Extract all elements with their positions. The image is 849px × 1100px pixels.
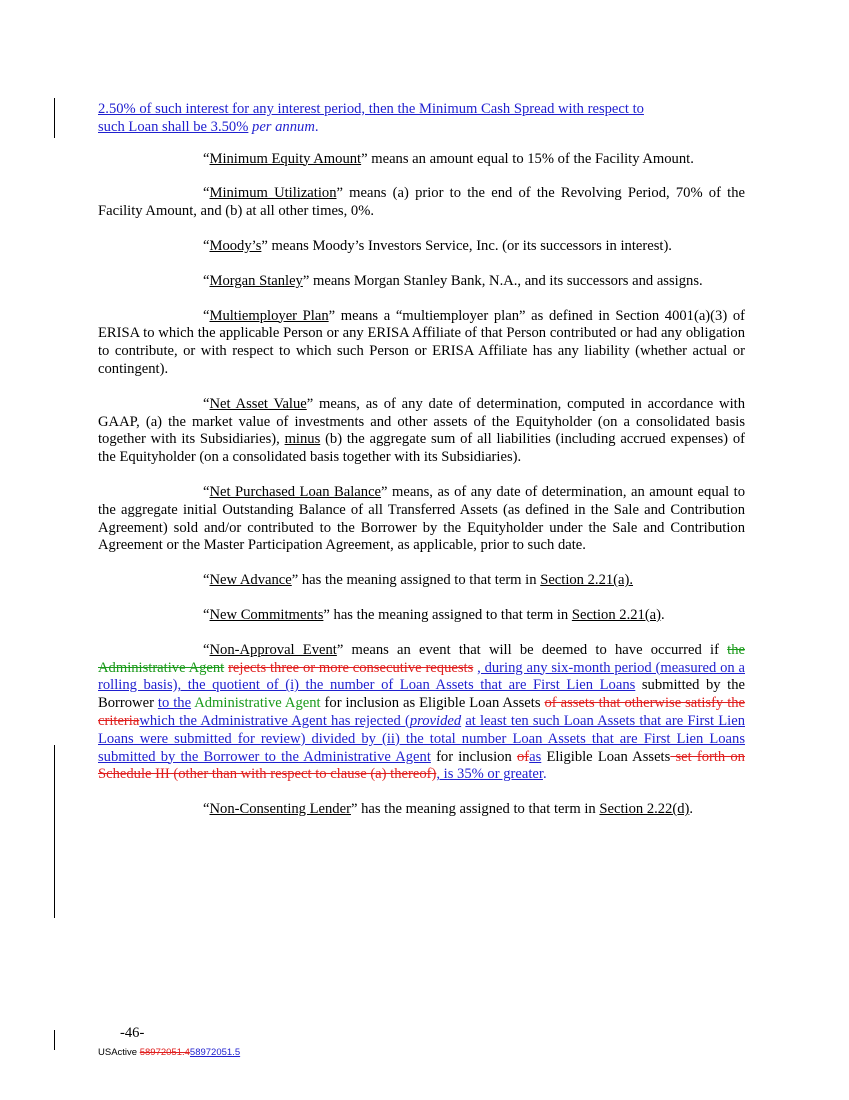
deleted-text: set forth on Schedule III (other than with respect to clause (a) thereof) — [98, 748, 745, 783]
definition-new-advance: “New Advance” has the meaning assigned to that term in Section 2.21(a). — [203, 572, 634, 589]
change-bar — [54, 745, 55, 918]
definition-morgan-stanley: “Morgan Stanley” means Morgan Stanley Bank, N.A., and its successors and assigns. — [203, 272, 703, 289]
inserted-text: as — [529, 748, 542, 765]
deleted-text: of assets that otherwise satisfy the criteria — [98, 695, 746, 729]
inserted-text: at least ten such Loan Assets that are First Lien Loans were submitted for review) divided by (ii) the total number Loan Assets that are First Lien Loans submitted by the Borrower to the Administrative Agent — [98, 712, 745, 765]
new-document-id: 58972051.5 — [189, 1047, 241, 1058]
definition-moodys: “Moody’s” means Moody’s Investors Service, Inc. (or its successors in interest). — [203, 237, 672, 254]
definition-non-approval-event: “Non-Approval Event” means an event that will be deemed to have occurred if the Administrative Agent rejects three or more consecutive requests , during any six-month period (measured on a rolling basis), the quotient of (i) the number of Loan Assets that are First Lien Loans submitted by the Borrower to the Administrative Agent for inclusion as Eligible Loan Assets of assets that otherwise satisfy the criteriawhich the Administrative Agent has rejected (provided at least ten such Loan Assets that are First Lien Loans were submitted for review) divided by (ii) the total number Loan Assets that are First Lien Loans submitted by the Borrower to the Administrative Agent for inclusion ofas Eligible Loan Assets set forth on Schedule III (other than with respect to clause (a) thereof), is 35% or greater. — [98, 641, 746, 783]
inserted-text: to the — [157, 695, 192, 712]
section-reference: Section 2.21(a). — [540, 572, 634, 589]
change-bar — [54, 1030, 55, 1050]
inserted-text: , is 35% or greater — [436, 766, 543, 783]
deleted-text: of — [516, 748, 530, 765]
change-bar — [54, 98, 55, 138]
old-document-id: 58972051.4 — [139, 1047, 190, 1058]
definition-multiemployer-plan: “Multiemployer Plan” means a “multiemployer plan” as defined in Section 4001(a)(3) of ERISA to which the applicable Person or any ERISA Affiliate of that Person contributed or had any obligation to contribute, or with respect to which such Person or ERISA Affiliate has any liability (whether actual or contingent). — [98, 307, 745, 377]
moved-text: Administrative Agent — [194, 695, 321, 712]
definition-new-commitments: “New Commitments” has the meaning assigned to that term in Section 2.21(a). — [203, 606, 665, 623]
definition-net-asset-value: “Net Asset Value” means, as of any date of determination, computed in accordance with GAAP, (a) the market value of investments and other assets of the Equityholder (on a consolidated basis together with its Subsidiaries), minus (b) the aggregate sum of all liabilities (including accrued expenses) of the Equityholder (on a consolidated basis together with its Subsidiaries). — [98, 395, 745, 466]
definition-net-purchased-loan-balance: “Net Purchased Loan Balance” means, as of any date of determination, an amount equal to the aggregate initial Outstanding Balance of all Transferred Assets (as defined in the Sale and Contribution Agreement) sold and/or contributed to the Borrower by the Equityholder under the Sale and Contribution Agreement or the Master Participation Agreement, as applicable, prior to such date. — [98, 483, 746, 554]
definition-minimum-equity-amount: “Minimum Equity Amount” means an amount equal to 15% of the Facility Amount. — [203, 150, 694, 167]
inserted-text: , during any six-month period (measured on a rolling basis), the quotient of (i) the number of Loan Assets that are First Lien Loans — [98, 659, 745, 694]
deleted-text: rejects three or more consecutive requests — [228, 659, 474, 676]
section-reference: Section 2.22(d) — [599, 801, 690, 818]
paragraph-continuation: 2.50% of such interest for any interest period, then the Minimum Cash Spread with respect to such Loan shall be 3.50% per annum. — [98, 101, 644, 135]
definition-minimum-utilization: “Minimum Utilization” means (a) prior to the end of the Revolving Period, 70% of the Facility Amount, and (b) at all other times, 0%. — [98, 185, 745, 220]
deleted-text: the Administrative Agent — [98, 641, 745, 676]
inserted-text: which the Administrative Agent has rejected ( — [139, 712, 410, 729]
section-reference: Section 2.21(a) — [571, 606, 662, 623]
definition-non-consenting-lender: “Non-Consenting Lender” has the meaning assigned to that term in Section 2.22(d). — [203, 801, 694, 818]
document-body — [98, 101, 745, 836]
document-id: USActive 58972051.458972051.5 — [98, 1047, 241, 1058]
page-number: -46- — [120, 1025, 145, 1041]
